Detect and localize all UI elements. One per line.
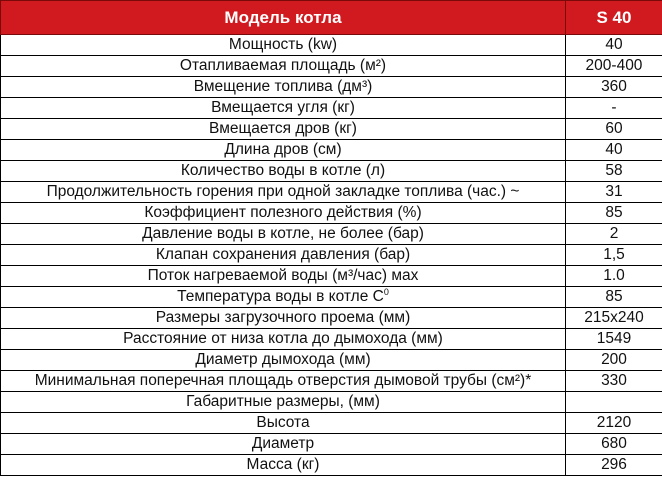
parameter-cell — [1, 434, 566, 455]
parameter-cell — [1, 77, 566, 98]
parameter-cell — [1, 329, 566, 350]
parameter-label: Габаритные размеры, (мм) — [186, 393, 380, 410]
parameter-label: Расстояние от низа котла до дымохода (мм) — [123, 330, 443, 347]
parameter-label: Поток нагреваемой воды (м³/час) мах — [147, 267, 419, 284]
table-row — [1, 308, 662, 329]
table-row — [1, 161, 662, 182]
parameter-label: Температура воды в котле C — [177, 288, 384, 305]
value-cell: 58 — [566, 161, 662, 182]
table-row — [1, 266, 662, 287]
parameter-label: Количество воды в котле (л) — [180, 162, 386, 179]
parameter-label: Длина дров (см) — [224, 141, 342, 158]
parameter-cell — [1, 245, 566, 266]
parameter-label: Продолжительность горения при одной закладке топлива (час.) ~ — [46, 183, 520, 200]
parameter-cell — [1, 56, 566, 77]
table-row — [1, 119, 662, 140]
value-cell: 200-400 — [566, 56, 662, 77]
table-row — [1, 35, 662, 56]
parameter-label: Мощность (kw) — [228, 36, 338, 53]
parameter-label: Минимальная поперечная площадь отверстия дымовой трубы (см²)* — [34, 372, 532, 389]
parameter-cell — [1, 287, 566, 308]
parameter-cell — [1, 455, 566, 476]
parameter-cell — [1, 161, 566, 182]
value-cell: 40 — [566, 35, 662, 56]
parameter-cell — [1, 140, 566, 161]
header-param-cell: Модель котла — [1, 1, 566, 35]
table-row — [1, 329, 662, 350]
value-cell: 296 — [566, 455, 662, 476]
table-row — [1, 413, 662, 434]
parameter-label: Клапан сохранения давления (бар) — [155, 246, 411, 263]
parameter-cell — [1, 35, 566, 56]
value-cell: 85 — [566, 287, 662, 308]
parameter-label: Размеры загрузочного проема (мм) — [155, 309, 411, 326]
parameter-label: Высота — [256, 414, 310, 431]
value-cell: 1549 — [566, 329, 662, 350]
value-cell: - — [566, 98, 662, 119]
parameter-superscript: 0 — [383, 286, 389, 297]
value-cell: 200 — [566, 350, 662, 371]
parameter-cell — [1, 371, 566, 392]
value-cell: 31 — [566, 182, 662, 203]
table-row — [1, 140, 662, 161]
table-row — [1, 350, 662, 371]
value-cell: 2120 — [566, 413, 662, 434]
parameter-cell — [1, 266, 566, 287]
parameter-label: Диаметр — [251, 435, 315, 452]
table-row — [1, 392, 662, 413]
parameter-label: Давление воды в котле, не более (бар) — [142, 225, 424, 242]
table-row — [1, 56, 662, 77]
parameter-cell — [1, 224, 566, 245]
value-cell: 360 — [566, 77, 662, 98]
parameter-label: Коэффициент полезного действия (%) — [144, 204, 422, 221]
table-row — [1, 371, 662, 392]
table-row — [1, 434, 662, 455]
parameter-cell — [1, 392, 566, 413]
parameter-cell — [1, 119, 566, 140]
table-row — [1, 98, 662, 119]
parameter-label: Вмещается угля (кг) — [211, 99, 355, 116]
table-row — [1, 287, 662, 308]
value-cell: 40 — [566, 140, 662, 161]
table-row — [1, 455, 662, 476]
parameter-cell — [1, 308, 566, 329]
table-row — [1, 203, 662, 224]
parameter-label: Отапливаемая площадь (м²) — [179, 57, 387, 74]
parameter-label: Вмещается дров (кг) — [209, 120, 357, 137]
header-model-cell: S 40 — [566, 1, 662, 35]
value-cell: 2 — [566, 224, 662, 245]
value-cell — [566, 392, 662, 413]
header-row — [1, 1, 662, 35]
table-body — [1, 35, 662, 476]
parameter-cell — [1, 350, 566, 371]
value-cell: 215x240 — [566, 308, 662, 329]
parameter-cell — [1, 98, 566, 119]
table-row — [1, 182, 662, 203]
table-row — [1, 224, 662, 245]
parameter-cell — [1, 182, 566, 203]
parameter-cell — [1, 203, 566, 224]
value-cell: 1.0 — [566, 266, 662, 287]
table-header — [1, 1, 662, 35]
value-cell: 1,5 — [566, 245, 662, 266]
value-cell: 330 — [566, 371, 662, 392]
parameter-cell — [1, 413, 566, 434]
parameter-label: Масса (кг) — [246, 456, 320, 473]
parameter-label: Вмещение топлива (дм³) — [193, 78, 373, 95]
parameter-label: Диаметр дымохода (мм) — [195, 351, 371, 368]
table-row — [1, 245, 662, 266]
value-cell: 85 — [566, 203, 662, 224]
value-cell: 680 — [566, 434, 662, 455]
table-row — [1, 77, 662, 98]
value-cell: 60 — [566, 119, 662, 140]
